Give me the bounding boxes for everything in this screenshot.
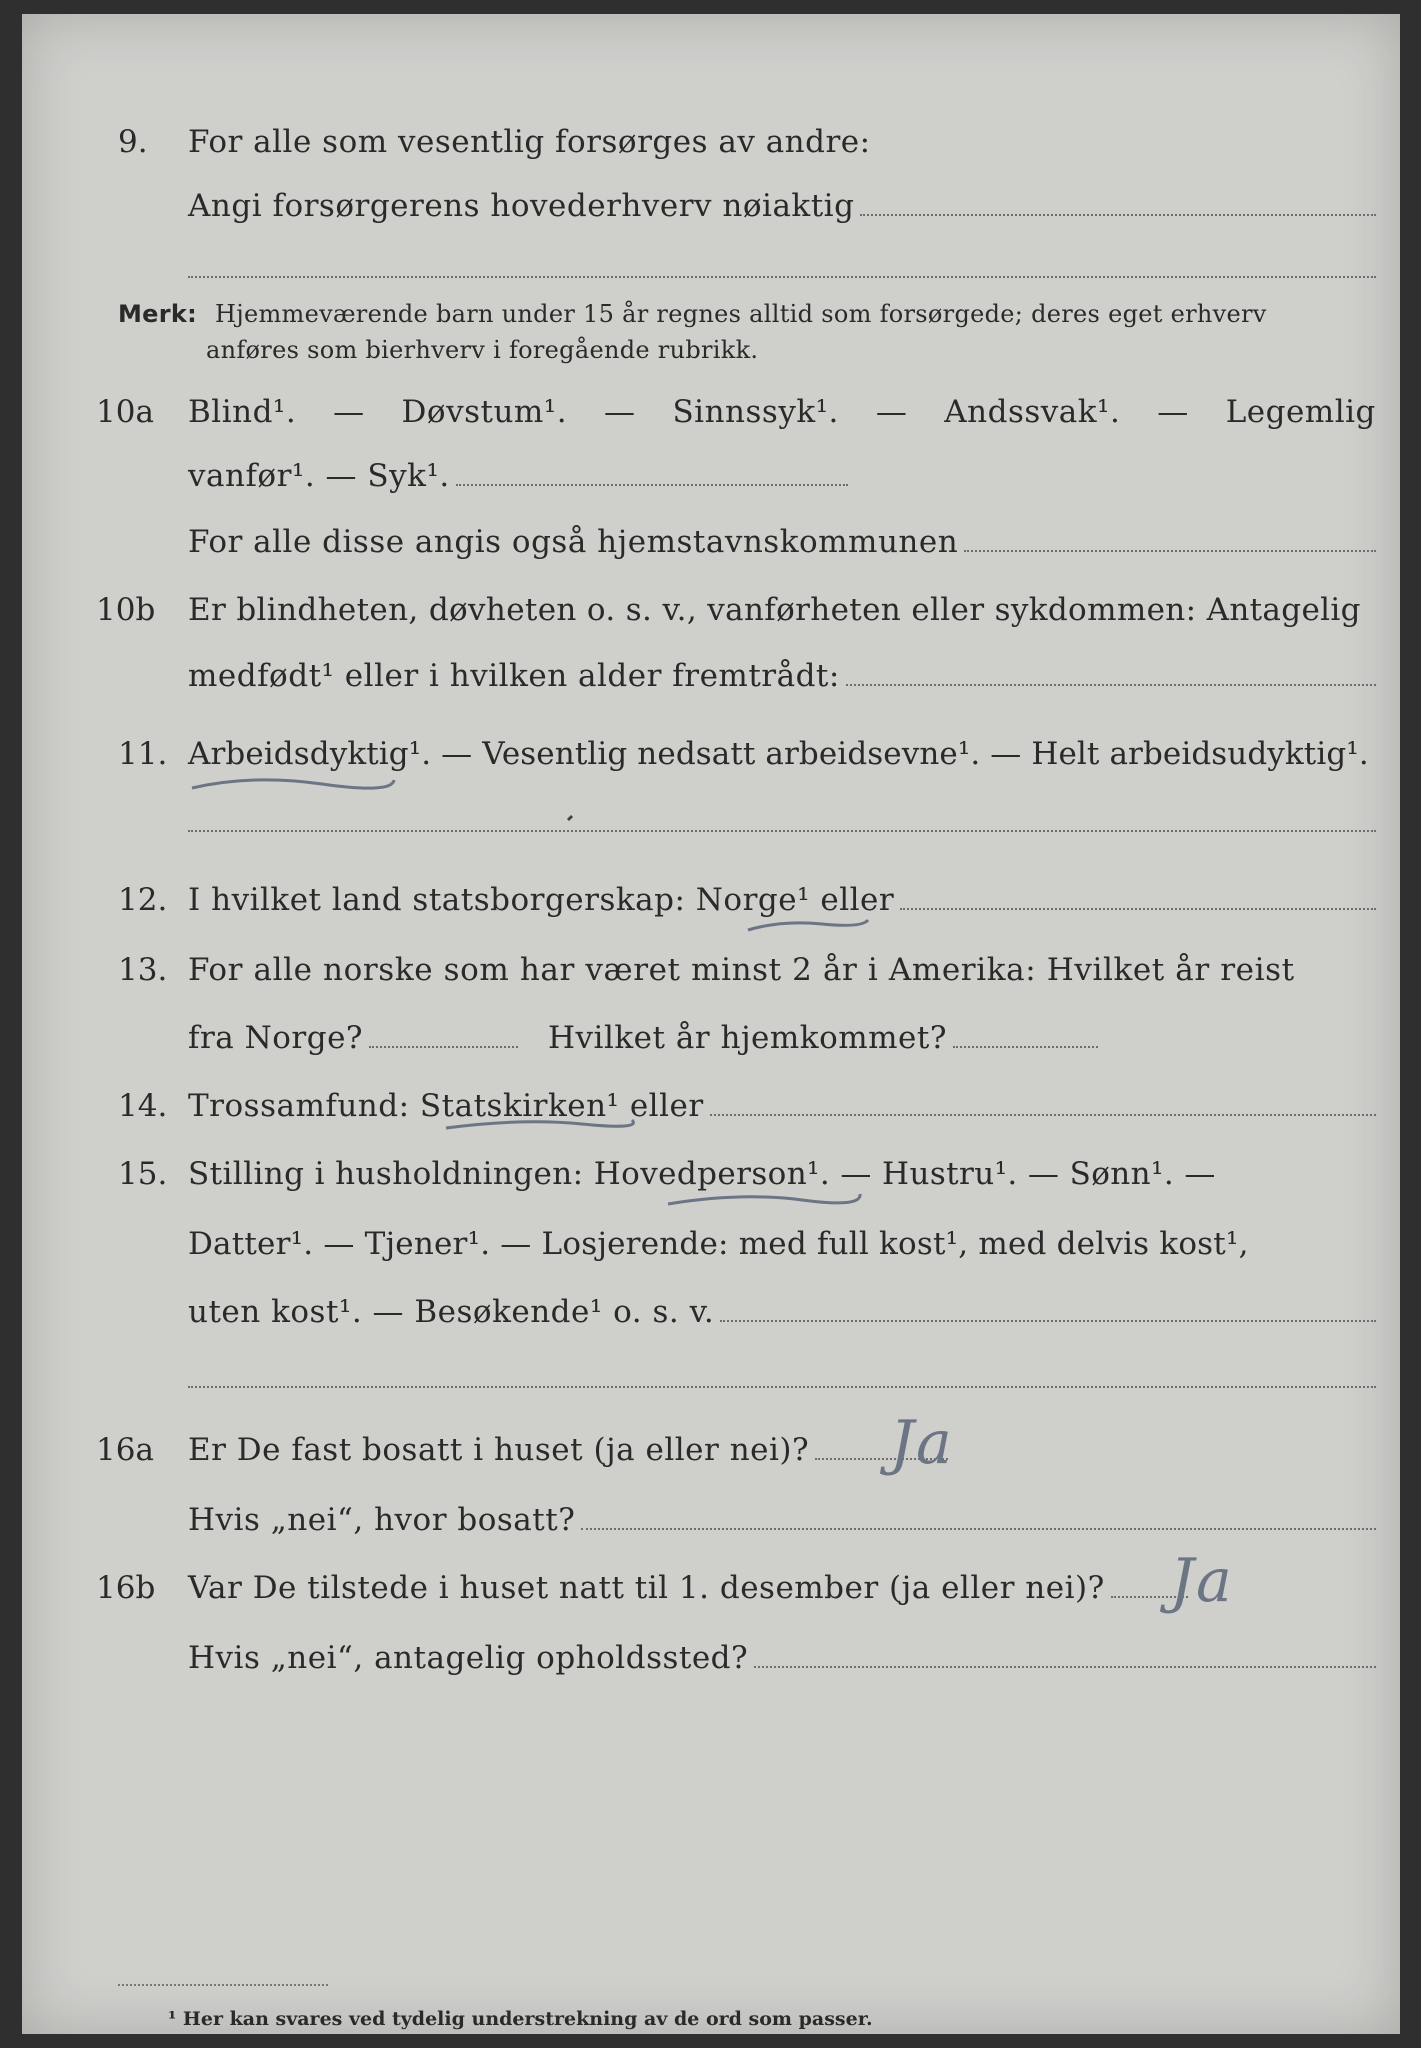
q15-answer-line2[interactable] — [188, 1386, 1376, 1388]
q10a-dash: — — [875, 394, 908, 430]
q12-row — [188, 878, 1376, 922]
footnote-rule — [118, 1984, 328, 1986]
q10a-line2-row — [188, 454, 848, 498]
footnote: ¹ Her kan svares ved tydelig understrekning av de ord som passer. — [168, 2008, 873, 2030]
q16a-bosatt-line[interactable] — [581, 1518, 1376, 1530]
q16b-opholdssted-line[interactable] — [754, 1656, 1376, 1668]
q13-line2a-row — [188, 1016, 518, 1060]
q16a-line1-row — [188, 1428, 948, 1472]
q15-line2[interactable]: Datter¹. — Tjener¹. — Losjerende: med full kost¹, med delvis kost¹, — [188, 1226, 1249, 1262]
q14-answer-line[interactable] — [710, 1104, 1376, 1116]
q11-number: 11. — [118, 736, 168, 772]
q11-pencil-dot — [568, 816, 572, 820]
q10b-number: 10b — [96, 592, 156, 628]
q10a-option-legemlig[interactable]: Legemlig — [1225, 394, 1376, 430]
q10a-line3-row — [188, 520, 1376, 564]
q12-number: 12. — [118, 882, 168, 918]
q9-line2-row — [188, 184, 1376, 228]
q16b-line2: Hvis „nei“, antagelig opholdssted? — [188, 1640, 749, 1676]
q13-reist-line[interactable] — [369, 1036, 518, 1048]
q13-number: 13. — [118, 952, 168, 988]
q16a-handwritten-answer: Ja — [890, 1408, 954, 1478]
q16b-line1: Var De tilstede i huset natt til 1. desember (ja eller nei)? — [188, 1570, 1105, 1606]
q14-number: 14. — [118, 1088, 168, 1124]
q10a-hjemstavn-line[interactable] — [964, 540, 1376, 552]
q10b-line2-row — [188, 654, 1376, 698]
merk-line2: anføres som bierhverv i foregående rubrikk. — [206, 336, 759, 364]
q10a-line1 — [188, 390, 1376, 434]
q15-line1[interactable]: Stilling i husholdningen: Hovedperson¹. — Hustru¹. — Sønn¹. — — [188, 1156, 1216, 1192]
q16a-number: 16a — [96, 1432, 154, 1468]
q13-line2b: Hvilket år hjemkommet? — [548, 1020, 947, 1056]
q15-line3: uten kost¹. — Besøkende¹ o. s. v. — [188, 1294, 715, 1330]
q10a-option-andssvak[interactable]: Andssvak¹. — [944, 394, 1121, 430]
merk-line1-row — [118, 296, 1267, 332]
q11-answer-line[interactable] — [188, 830, 1376, 832]
q9-number: 9. — [118, 124, 148, 160]
q13-line1: For alle norske som har været minst 2 år i Amerika: Hvilket år reist — [188, 952, 1295, 988]
q16b-number: 16b — [96, 1570, 156, 1606]
q9-answer-line[interactable] — [860, 204, 1376, 216]
q13-line2a: fra Norge? — [188, 1020, 364, 1056]
q16a-line1: Er De fast bosatt i huset (ja eller nei)? — [188, 1432, 810, 1468]
q10a-line2: vanfør¹. — Syk¹. — [188, 458, 450, 494]
q10a-option-blind[interactable]: Blind¹. — [188, 394, 297, 430]
q10a-option-sinnssyk[interactable]: Sinnssyk¹. — [672, 394, 839, 430]
q15-number: 15. — [118, 1156, 168, 1192]
q14-row — [188, 1084, 1376, 1128]
q12-text: I hvilket land statsborgerskap: Norge¹ eller — [188, 882, 895, 918]
q10b-answer-line[interactable] — [846, 674, 1376, 686]
q15-answer-line[interactable] — [720, 1310, 1376, 1322]
q13-line2b-row — [548, 1016, 1098, 1060]
q16b-handwritten-answer: Ja — [1170, 1546, 1234, 1616]
q10b-line1: Er blindheten, døvheten o. s. v., vanførheten eller sykdommen: Antagelig — [188, 592, 1361, 628]
q9-line2: Angi forsørgerens hovederhverv nøiaktig — [188, 188, 855, 224]
merk-label: Merk: — [118, 300, 198, 328]
q16b-line2-row — [188, 1636, 1376, 1680]
q10a-option-dovstum[interactable]: Døvstum¹. — [401, 394, 568, 430]
q14-text: Trossamfund: Statskirken¹ eller — [188, 1088, 704, 1124]
q9-answer-line2[interactable] — [188, 276, 1376, 278]
q10a-line3: For alle disse angis også hjemstavnskommunen — [188, 524, 959, 560]
q16a-line2-row — [188, 1498, 1376, 1542]
q15-line3-row — [188, 1290, 1376, 1334]
q13-hjemkommet-line[interactable] — [953, 1036, 1098, 1048]
q9-line1: For alle som vesentlig forsørges av andre: — [188, 124, 871, 160]
q10a-dash: — — [1157, 394, 1189, 430]
q10a-dash: — — [333, 394, 365, 430]
underline-arbeidsdyktig — [192, 780, 394, 788]
q10b-line2: medfødt¹ eller i hvilken alder fremtrådt: — [188, 658, 840, 694]
q16a-line2: Hvis „nei“, hvor bosatt? — [188, 1502, 576, 1538]
q11-text[interactable]: Arbeidsdyktig¹. — Vesentlig nedsatt arbeidsevne¹. — Helt arbeidsudyktig¹. — [188, 736, 1369, 772]
q16b-line1-row — [188, 1566, 1188, 1610]
q10a-dash: — — [604, 394, 636, 430]
q10a-number: 10a — [96, 394, 154, 430]
q10a-answer-line[interactable] — [456, 474, 848, 486]
q12-answer-line[interactable] — [900, 898, 1376, 910]
census-form-page — [22, 14, 1400, 2034]
merk-line1: Hjemmeværende barn under 15 år regnes alltid som forsørgede; deres eget erhverv — [215, 300, 1267, 328]
